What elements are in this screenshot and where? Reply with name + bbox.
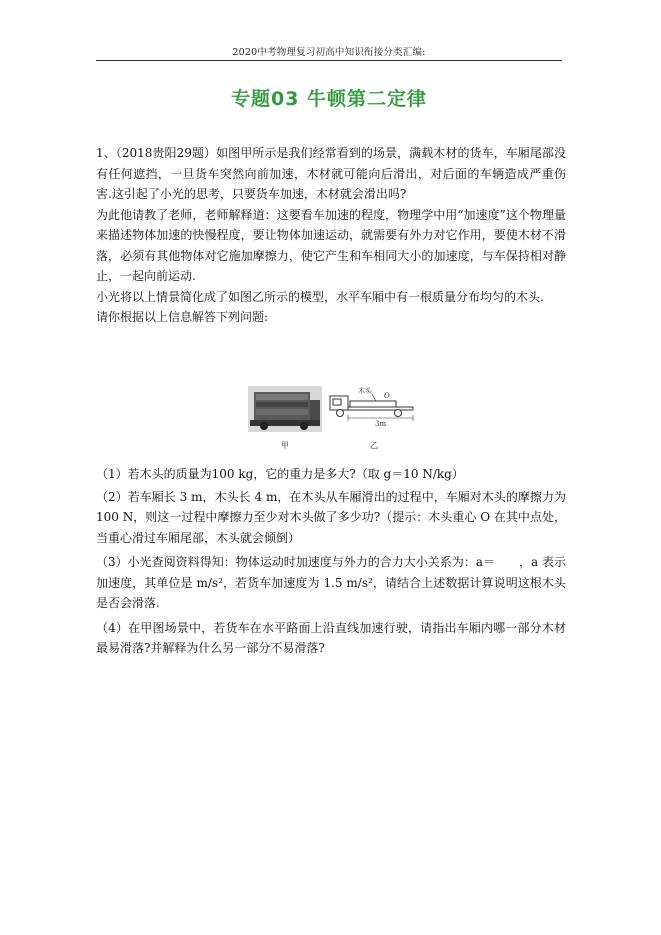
sub-question-3: （3）小光查阅资料得知：物体运动时加速度与外力的合力大小关系为：a＝ ，a 表示加速度，其单位是 m/s²，若货车加速度为 1.5 m/s²，请结合上述数据计算说明这根木头是否会滑落. <box>96 555 566 610</box>
model-description: 小光将以上情景简化成了如图乙所示的模型，水平车厢中有一根质量分布均匀的木头. <box>96 289 544 304</box>
question-intro-block <box>96 143 566 328</box>
running-header: 2020中考物理复习初高中知识衔接分类汇编: <box>232 47 426 58</box>
caption-right: 乙 <box>370 441 378 450</box>
sub-questions <box>96 464 566 659</box>
center-label: O <box>384 392 390 400</box>
question-intro-text: 如图甲所示是我们经常看到的场景，满载木材的货车，车厢尾部没有任何遮挡，一旦货车突然向前加速，木材就可能向后滑出，对后面的车辆造成严重伤害.这引起了小光的思考，只要货车加速，木材就会滑出吗? <box>96 146 566 201</box>
truck-photo <box>248 386 322 432</box>
sub-question-2: （2）若车厢长 3 m，木头长 4 m，在木头从车厢滑出的过程中，车厢对木头的摩擦力为 100 N，则这一过程中摩擦力至少对木头做了多少功?（提示：木头重心 O 在其中点处，当重心滑过车厢尾部，木头就会倾倒） <box>96 489 566 545</box>
question-intro <box>96 143 566 205</box>
question-source: （2018贵阳29题） <box>115 146 217 160</box>
header-rule <box>96 60 562 61</box>
question-prompt: 请你根据以上信息解答下列问题: <box>96 310 269 324</box>
truck-model <box>330 394 413 421</box>
length-label: 3m <box>375 420 387 428</box>
teacher-explanation: 为此他请教了老师，老师解释道：这要看车加速的程度，物理学中用“加速度”这个物理量来描述物体加速的快慢程度，要让物体加速运动，就需要有外力对它作用，要使木材不滑落，必须有其他物体对它施加摩擦力，使它产生和车相同大小的加速度，与车保持相对静止，一起向前运动. <box>96 207 566 283</box>
sub-question-4: （4）在甲图场景中，若货车在水平路面上沿直线加速行驶，请指出车厢内哪一部分木材最易滑落?并解释为什么另一部分不易滑落? <box>96 620 566 655</box>
question-number: 1、 <box>96 146 116 160</box>
caption-left: 甲 <box>281 441 289 450</box>
sub-question-1: （1）若木头的质量为100 kg，它的重力是多大?（取 g＝10 N/kg） <box>96 467 464 481</box>
truck-figure-svg <box>248 384 418 458</box>
truck-figure <box>248 384 418 458</box>
log-label: 木头 <box>358 387 372 395</box>
page-title: 专题03 牛顿第二定律 <box>230 88 428 110</box>
